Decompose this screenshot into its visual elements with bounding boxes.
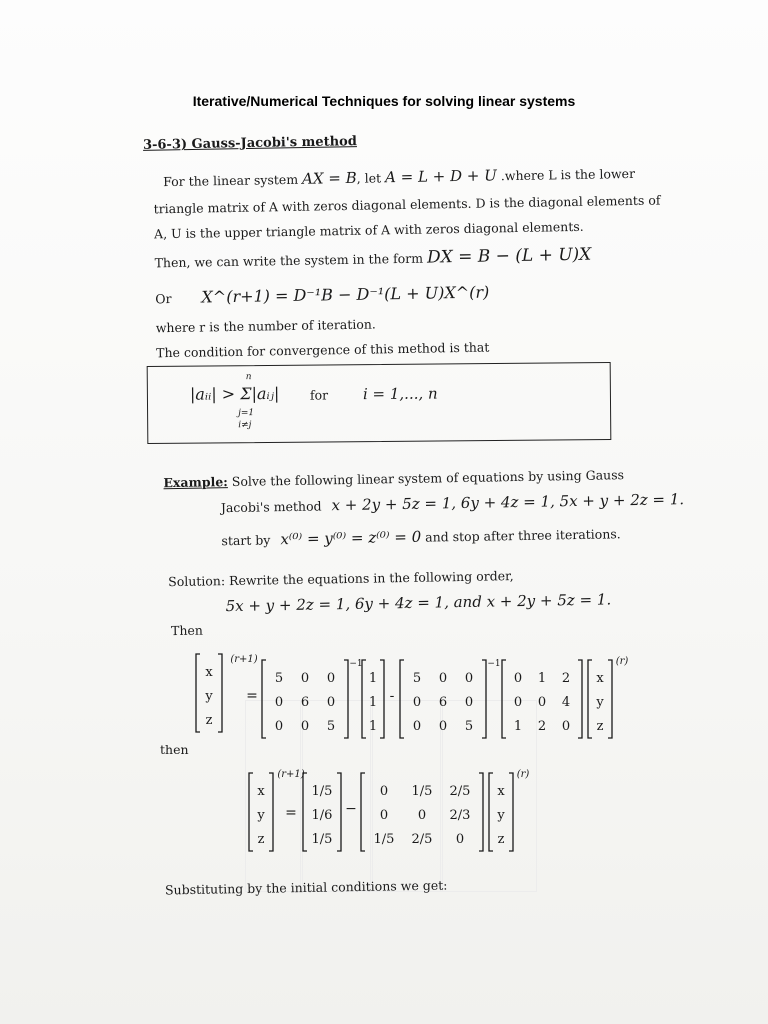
matrix-l-plus-u-cell: 4 — [561, 695, 571, 710]
intro-line-6: where r is the number of iteration. — [155, 316, 376, 336]
matrix-iteration-cell: 2/5 — [449, 784, 471, 799]
example-equations: x + 2y + 5z = 1, 6y + 4z = 1, 5x + y + 2z = 1. — [331, 490, 685, 515]
matrix-d-cell: 5 — [464, 719, 474, 734]
vector-x-current-cell: y — [596, 695, 604, 710]
matrix-l-plus-u-left-bracket — [502, 660, 506, 738]
matrix-d-cell: 6 — [300, 695, 310, 710]
vector-c-cell: 1/5 — [311, 832, 333, 847]
vector-x-current-cell: x — [596, 671, 604, 686]
equals-sign: = — [246, 688, 258, 704]
jacobi-matrix-equation-svg — [192, 652, 629, 742]
condition-for: for — [309, 387, 329, 403]
matrix-d-cell: 0 — [464, 671, 474, 686]
vector-x-next-cell: y — [205, 689, 213, 704]
substituting-line: Substituting by the initial conditions we get: — [164, 877, 448, 898]
inverse-superscript: −1 — [349, 659, 363, 669]
matrix-l-plus-u-cell: 1 — [513, 719, 523, 734]
vector-x-next-right-bracket — [269, 773, 273, 851]
vector-x-current-cell: z — [596, 719, 604, 734]
example-text: start by — [221, 532, 271, 549]
jacobi-simplified-equation-svg — [245, 765, 555, 855]
vector-x-current-cell: y — [497, 808, 505, 823]
matrix-iteration-cell: 1/5 — [373, 832, 395, 847]
matrix-d-left-bracket — [262, 660, 266, 738]
example-line-1 — [163, 467, 624, 490]
matrix-l-plus-u-cell: 0 — [513, 671, 523, 686]
initial-conditions: x⁽⁰⁾ = y⁽⁰⁾ = z⁽⁰⁾ = 0 — [280, 527, 422, 549]
intro-text: .where L is the lower — [500, 165, 636, 184]
sum-lower-limit: j=1 — [238, 408, 255, 419]
matrix-d-cell: 0 — [438, 719, 448, 734]
condition-range: i = 1,..., n — [362, 384, 438, 404]
vector-b-cell: 1 — [368, 671, 378, 686]
then-label-1: Then — [170, 622, 204, 639]
matrix-iteration-cell: 0 — [379, 784, 389, 799]
vector-x-current-cell: z — [497, 832, 505, 847]
matrix-iteration-cell: 1/5 — [411, 784, 433, 799]
minus-sign: − — [345, 801, 357, 817]
matrix-l-plus-u-cell: 2 — [561, 671, 571, 686]
then-label-2: then — [160, 742, 189, 757]
vector-c-cell: 1/5 — [311, 784, 333, 799]
intro-line-2: triangle matrix of A with zeros diagonal elements. D is the diagonal elements of — [153, 192, 661, 217]
equation-decomposition: A = L + D + U — [384, 166, 497, 187]
matrix-d-cell: 0 — [326, 695, 336, 710]
superscript-r-plus-1: (r+1) — [230, 654, 258, 665]
vector-x-next-cell: z — [205, 713, 213, 728]
matrix-d-cell: 5 — [274, 671, 284, 686]
matrix-d-left-bracket — [400, 660, 404, 738]
matrix-iteration-right-bracket — [479, 773, 483, 851]
equals-sign: = — [285, 805, 297, 821]
solution-line-1 — [168, 568, 514, 589]
matrix-d-right-bracket — [344, 660, 348, 738]
jacobi-simplified-equation — [245, 765, 555, 855]
matrix-iteration-cell: 2/5 — [411, 832, 433, 847]
section-heading: 3-6-3) Gauss-Jacobi's method — [142, 134, 357, 153]
equation-ax-b: AX = B — [301, 168, 357, 188]
superscript-r-plus-1: (r+1) — [277, 769, 305, 780]
example-text: Jacobi's method — [220, 498, 322, 516]
vector-b-cell: 1 — [368, 719, 378, 734]
jacobi-matrix-equation — [192, 652, 629, 742]
matrix-d-cell: 0 — [438, 671, 448, 686]
matrix-l-plus-u-cell: 0 — [537, 695, 547, 710]
matrix-iteration-left-bracket — [361, 773, 365, 851]
vector-x-next-cell: y — [257, 808, 265, 823]
example-line-2 — [221, 490, 685, 516]
matrix-d-right-bracket — [482, 660, 486, 738]
solution-reordered-equations: 5x + y + 2z = 1, 6y + 4z = 1, and x + 2y + 5z = 1. — [225, 590, 612, 616]
superscript-r: (r) — [516, 769, 530, 780]
matrix-d-cell: 0 — [274, 695, 284, 710]
matrix-iteration-cell: 2/3 — [449, 808, 471, 823]
matrix-l-plus-u-cell: 1 — [537, 671, 547, 686]
intro-text: Or — [155, 291, 172, 307]
matrix-iteration-cell: 0 — [379, 808, 389, 823]
vector-x-current-right-bracket — [509, 773, 513, 851]
example-text: Solve the following linear system of equations by using Gauss — [231, 467, 625, 490]
example-label: Example: — [163, 474, 228, 491]
sum-exclusion: i≠j — [238, 420, 252, 431]
matrix-d-cell: 0 — [300, 671, 310, 686]
matrix-d-cell: 0 — [300, 719, 310, 734]
matrix-l-plus-u-cell: 2 — [537, 719, 547, 734]
vector-b-left-bracket — [362, 660, 366, 738]
matrix-d-cell: 0 — [326, 671, 336, 686]
minus-sign: - — [389, 688, 395, 704]
vector-x-next-cell: x — [205, 665, 213, 680]
vector-x-next-cell: x — [257, 784, 265, 799]
matrix-l-plus-u-cell: 0 — [561, 719, 571, 734]
vector-b-right-bracket — [380, 660, 384, 738]
intro-text: , let — [356, 170, 382, 186]
superscript-r: (r) — [615, 656, 629, 667]
vector-x-next-right-bracket — [218, 654, 222, 732]
condition-inequality: |aᵢᵢ| > Σ|aᵢⱼ| — [189, 383, 280, 404]
solution-text: : Rewrite the equations in the following order, — [220, 568, 514, 589]
vector-x-next-cell: z — [257, 832, 265, 847]
sum-upper-limit: n — [245, 372, 252, 383]
matrix-l-plus-u-cell: 0 — [513, 695, 523, 710]
vector-c-cell: 1/6 — [311, 808, 333, 823]
vector-x-current-cell: x — [497, 784, 505, 799]
matrix-d-cell: 6 — [438, 695, 448, 710]
matrix-d-cell: 0 — [464, 695, 474, 710]
intro-line-7: The condition for convergence of this method is that — [156, 339, 490, 361]
vector-b-cell: 1 — [368, 695, 378, 710]
matrix-d-cell: 0 — [274, 719, 284, 734]
intro-text: Then, we can write the system in the form — [154, 250, 424, 271]
matrix-iteration-cell: 0 — [417, 808, 427, 823]
vector-c-right-bracket — [337, 773, 341, 851]
matrix-d-cell: 5 — [326, 719, 336, 734]
matrix-d-cell: 5 — [412, 671, 422, 686]
equation-dx: DX = B − (L + U)X — [426, 244, 592, 268]
solution-label: Solution — [168, 573, 222, 590]
matrix-d-cell: 0 — [412, 719, 422, 734]
inverse-superscript: −1 — [487, 659, 501, 669]
intro-line-3: A, U is the upper triangle matrix of A with zeros diagonal elements. — [153, 218, 584, 242]
vector-c-left-bracket — [303, 773, 307, 851]
example-line-3 — [221, 524, 621, 549]
intro-text: For the linear system — [163, 171, 299, 190]
page-title: Iterative/Numerical Techniques for solving linear systems — [192, 93, 576, 109]
vector-x-next-left-bracket — [196, 654, 200, 732]
matrix-d-cell: 0 — [412, 695, 422, 710]
vector-x-current-left-bracket — [489, 773, 493, 851]
vector-x-next-left-bracket — [249, 773, 253, 851]
matrix-iteration-cell: 0 — [455, 832, 465, 847]
example-text: and stop after three iterations. — [425, 526, 621, 545]
equation-iteration: X^(r+1) = D⁻¹B − D⁻¹(L + U)X^(r) — [201, 282, 490, 307]
